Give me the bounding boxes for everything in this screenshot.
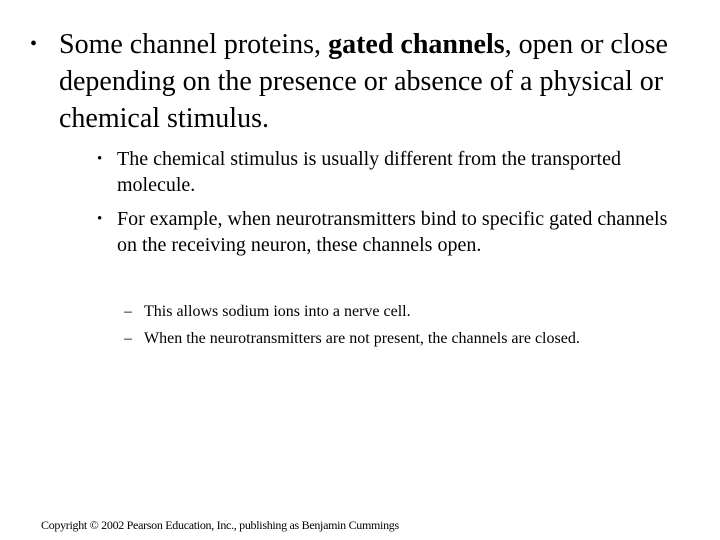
bullet-icon: • xyxy=(97,151,103,167)
detail-point xyxy=(124,300,684,324)
main-point-bold-term: gated channels xyxy=(328,29,505,60)
main-point-text-end: , open or close depending on the presence or absence of a physical or chemical stimulus. xyxy=(59,29,668,134)
main-point-text-start: Some channel proteins, xyxy=(59,29,329,60)
bullet-icon: • xyxy=(97,211,103,227)
detail-point-text: This allows sodium ions into a nerve cell. xyxy=(144,303,411,320)
dash-icon: – xyxy=(124,330,132,347)
sub-bullet-point xyxy=(97,206,687,258)
sub-point-text: The chemical stimulus is usually different from the transported molecule. xyxy=(117,148,621,196)
main-bullet-point xyxy=(30,26,720,137)
sub-point-text: For example, when neurotransmitters bind to specific gated channels on the receiving neuron, these channels open. xyxy=(117,208,668,256)
bullet-icon: • xyxy=(30,33,38,55)
detail-point xyxy=(124,327,684,351)
copyright-footer: Copyright © 2002 Pearson Education, Inc., publishing as Benjamin Cummings xyxy=(41,518,399,532)
sub-bullet-point xyxy=(97,146,687,198)
detail-point-text: When the neurotransmitters are not present, the channels are closed. xyxy=(144,330,580,347)
dash-icon: – xyxy=(124,303,132,320)
